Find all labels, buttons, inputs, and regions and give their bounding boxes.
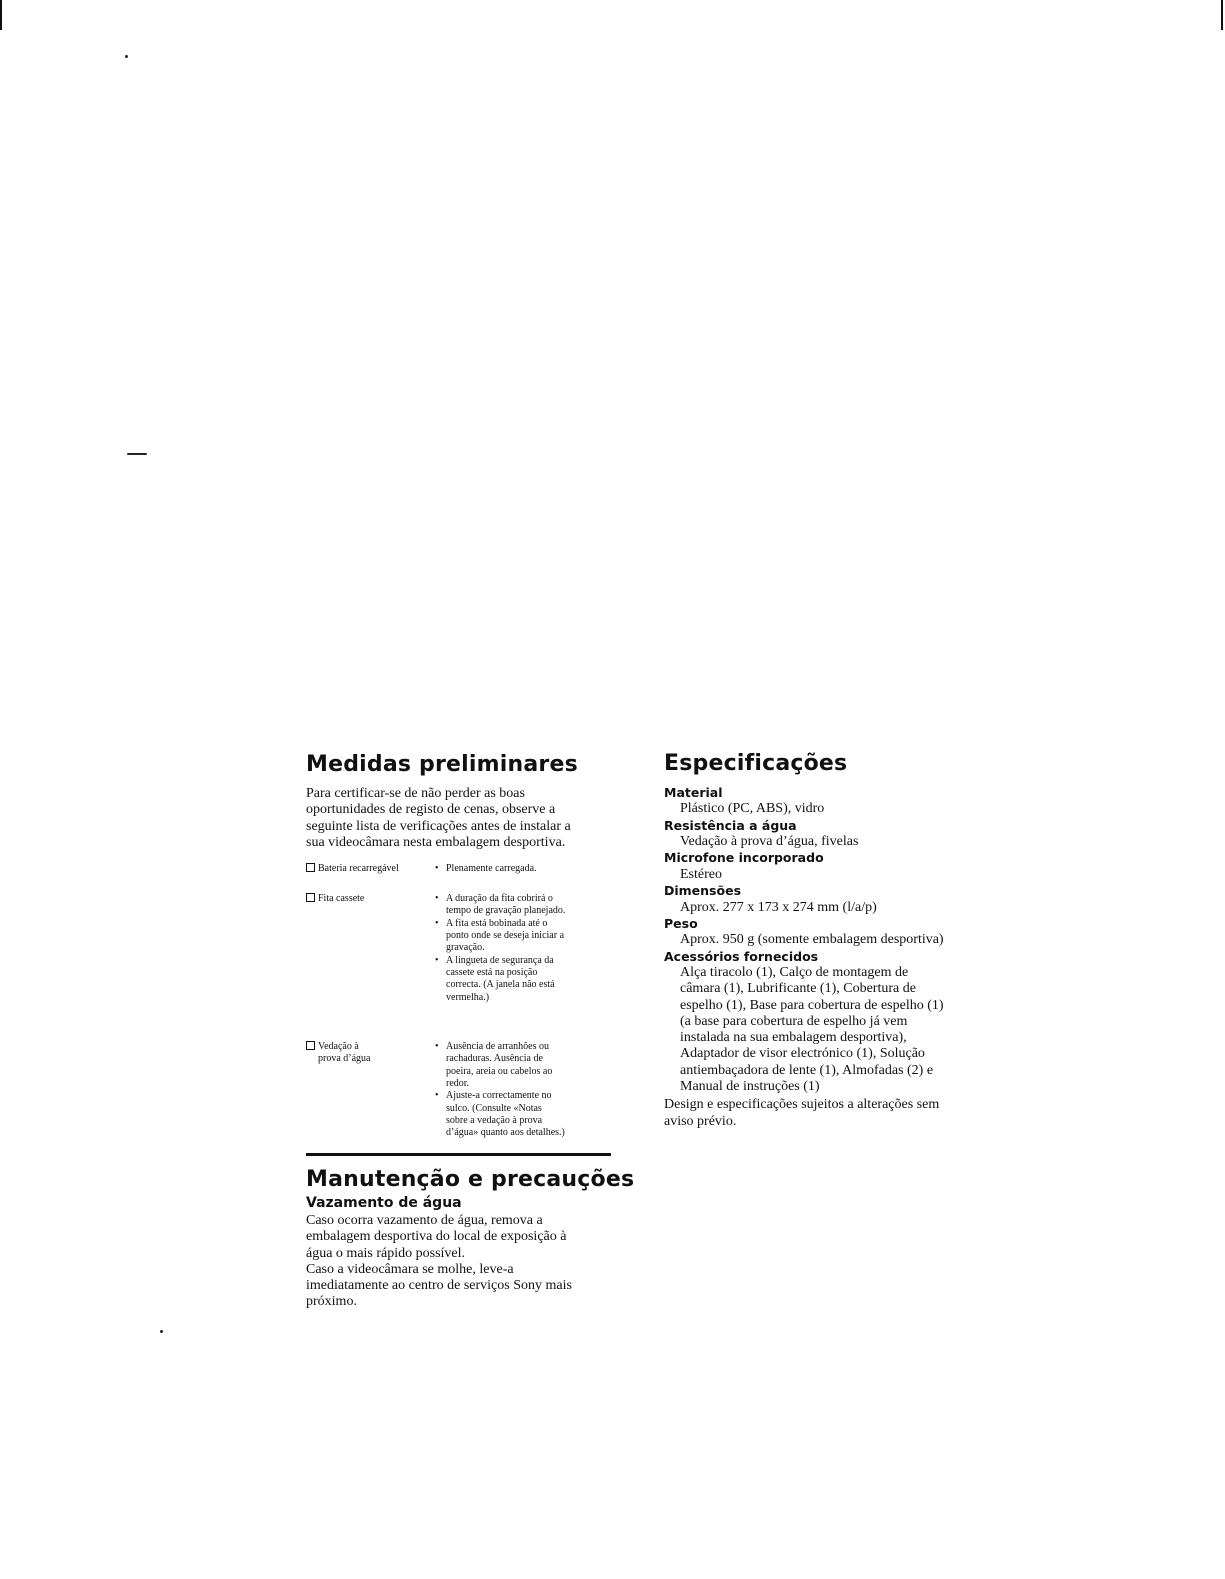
spec-value: câmara (1), Lubrificante (1), Cobertura de xyxy=(680,981,916,997)
checklist-label xyxy=(306,863,436,875)
scan-edge-mark-right xyxy=(1221,0,1223,30)
right-column-specifications xyxy=(664,751,984,1130)
bullet-item xyxy=(435,863,615,875)
spec-list xyxy=(664,785,984,1095)
bullet-line: vermelha.) xyxy=(446,991,490,1003)
spec-value: (a base para cobertura de espelho já vem xyxy=(680,1013,908,1029)
spec-value: Aprox. 950 g (somente embalagem desportiva) xyxy=(680,932,944,948)
checklist-bullets xyxy=(435,1041,615,1139)
checklist-label-text: Bateria recarregável xyxy=(318,863,399,875)
bullet-line: sobre a vedação à prova xyxy=(446,1114,543,1126)
maintenance-line: Caso a videocâmara se molhe, leve-a xyxy=(306,1261,514,1277)
checklist-label-text: Vedação à xyxy=(318,1041,359,1053)
bullet-line: gravação. xyxy=(446,942,485,954)
spec-note-line: Design e especificações sujeitos a alterações sem xyxy=(664,1097,940,1113)
spec-note xyxy=(664,1097,984,1130)
scan-speck xyxy=(125,55,128,58)
bullet-line: Ausência de arranhões ou xyxy=(446,1041,550,1053)
scan-speck xyxy=(160,1330,163,1333)
checkbox-icon xyxy=(306,1041,315,1050)
spec-value: Estéreo xyxy=(680,866,722,882)
bullet-line: ponto onde se deseja iniciar a xyxy=(446,930,565,942)
checklist-label-text: prova d’água xyxy=(318,1053,371,1065)
bullet-item xyxy=(435,1090,615,1139)
spec-term: Peso xyxy=(664,915,698,931)
left-column xyxy=(306,752,626,1163)
intro-line: Para certificar-se de não perder as boas xyxy=(306,786,525,801)
maintenance-line: imediatamente ao centro de serviços Sony mais xyxy=(306,1278,572,1294)
checklist-label xyxy=(306,893,436,905)
spec-value: Manual de instruções (1) xyxy=(680,1079,820,1094)
spec-value: Adaptador de visor electrónico (1), Solução xyxy=(680,1046,925,1062)
bullet-line: tempo de gravação planejado. xyxy=(446,905,566,917)
bullet-line: correcta. (A janela não está xyxy=(446,979,555,991)
spec-term: Acessórios fornecidos xyxy=(664,948,819,964)
maintenance-paragraph xyxy=(306,1213,636,1311)
bullet-line: Ajuste-a correctamente no xyxy=(446,1090,552,1102)
maintenance-line: próximo. xyxy=(306,1294,357,1310)
spec-term: Microfone incorporado xyxy=(664,850,824,866)
bullet-line: sulco. (Consulte «Notas xyxy=(446,1102,542,1114)
intro-paragraph xyxy=(306,786,626,851)
intro-line: sua videocâmara nesta embalagem desportiva. xyxy=(306,834,566,850)
checkbox-icon xyxy=(306,893,315,902)
bullet-line: redor. xyxy=(446,1078,470,1090)
section-title-especificacoes: Especificações xyxy=(664,751,848,776)
spec-value: espelho (1), Base para cobertura de espelho (1) xyxy=(680,997,944,1013)
bullet-item xyxy=(435,955,615,1004)
checkbox-icon xyxy=(306,863,315,872)
scan-speck xyxy=(127,453,147,455)
bullet-line: Plenamente carregada. xyxy=(446,863,537,875)
spec-value: Plástico (PC, ABS), vidro xyxy=(680,801,825,817)
spec-note-line: aviso prévio. xyxy=(664,1113,737,1129)
spec-value: Vedação à prova d’água, fivelas xyxy=(680,834,859,850)
section-title-manutencao: Manutenção e precauções xyxy=(306,1167,635,1192)
spec-term: Dimensões xyxy=(664,883,742,899)
bullet-line: poeira, areia ou cabelos ao xyxy=(446,1065,553,1077)
bullet-line: cassete está na posição xyxy=(446,966,538,978)
spec-value: antiembaçadora de lente (1), Almofadas (2) e xyxy=(680,1062,934,1078)
bullet-line: A fita está bobinada até o xyxy=(446,917,548,929)
bullet-line: rachaduras. Ausência de xyxy=(446,1053,543,1065)
intro-line: oportunidades de registo de cenas, observe a xyxy=(306,802,556,818)
spec-value: instalada na sua embalagem desportiva), xyxy=(680,1030,907,1046)
section-title-medidas-preliminares: Medidas preliminares xyxy=(306,752,578,777)
maintenance-line: água o mais rápido possível. xyxy=(306,1245,466,1261)
maintenance-line: Caso ocorra vazamento de água, remova a xyxy=(306,1213,543,1228)
bullet-line: A duração da fita cobrirá o xyxy=(446,893,553,905)
bullet-item xyxy=(435,918,615,955)
checklist xyxy=(306,863,626,1163)
maintenance-line: embalagem desportiva do local de exposição à xyxy=(306,1229,567,1245)
checklist-bullets xyxy=(435,863,615,875)
spec-term: Resistência a água xyxy=(664,817,797,833)
subsection-title-vazamento: Vazamento de água xyxy=(306,1195,462,1211)
bullet-line: d’água» quanto aos detalhes.) xyxy=(446,1127,565,1139)
intro-line: seguinte lista de verificações antes de instalar a xyxy=(306,818,571,834)
section-divider-rule xyxy=(306,1153,611,1156)
spec-value: Aprox. 277 x 173 x 274 mm (l/a/p) xyxy=(680,899,877,915)
scan-edge-mark-left xyxy=(0,0,2,30)
checklist-bullets xyxy=(435,893,615,1004)
bullet-item xyxy=(435,893,615,918)
maintenance-section xyxy=(306,1167,636,1311)
checklist-label xyxy=(306,1041,436,1066)
spec-term: Material xyxy=(664,785,723,800)
bullet-line: A lingueta de segurança da xyxy=(446,954,554,966)
checklist-label-text: Fita cassete xyxy=(318,893,365,905)
spec-value: Alça tiracolo (1), Calço de montagem de xyxy=(680,964,909,980)
bullet-item xyxy=(435,1041,615,1090)
